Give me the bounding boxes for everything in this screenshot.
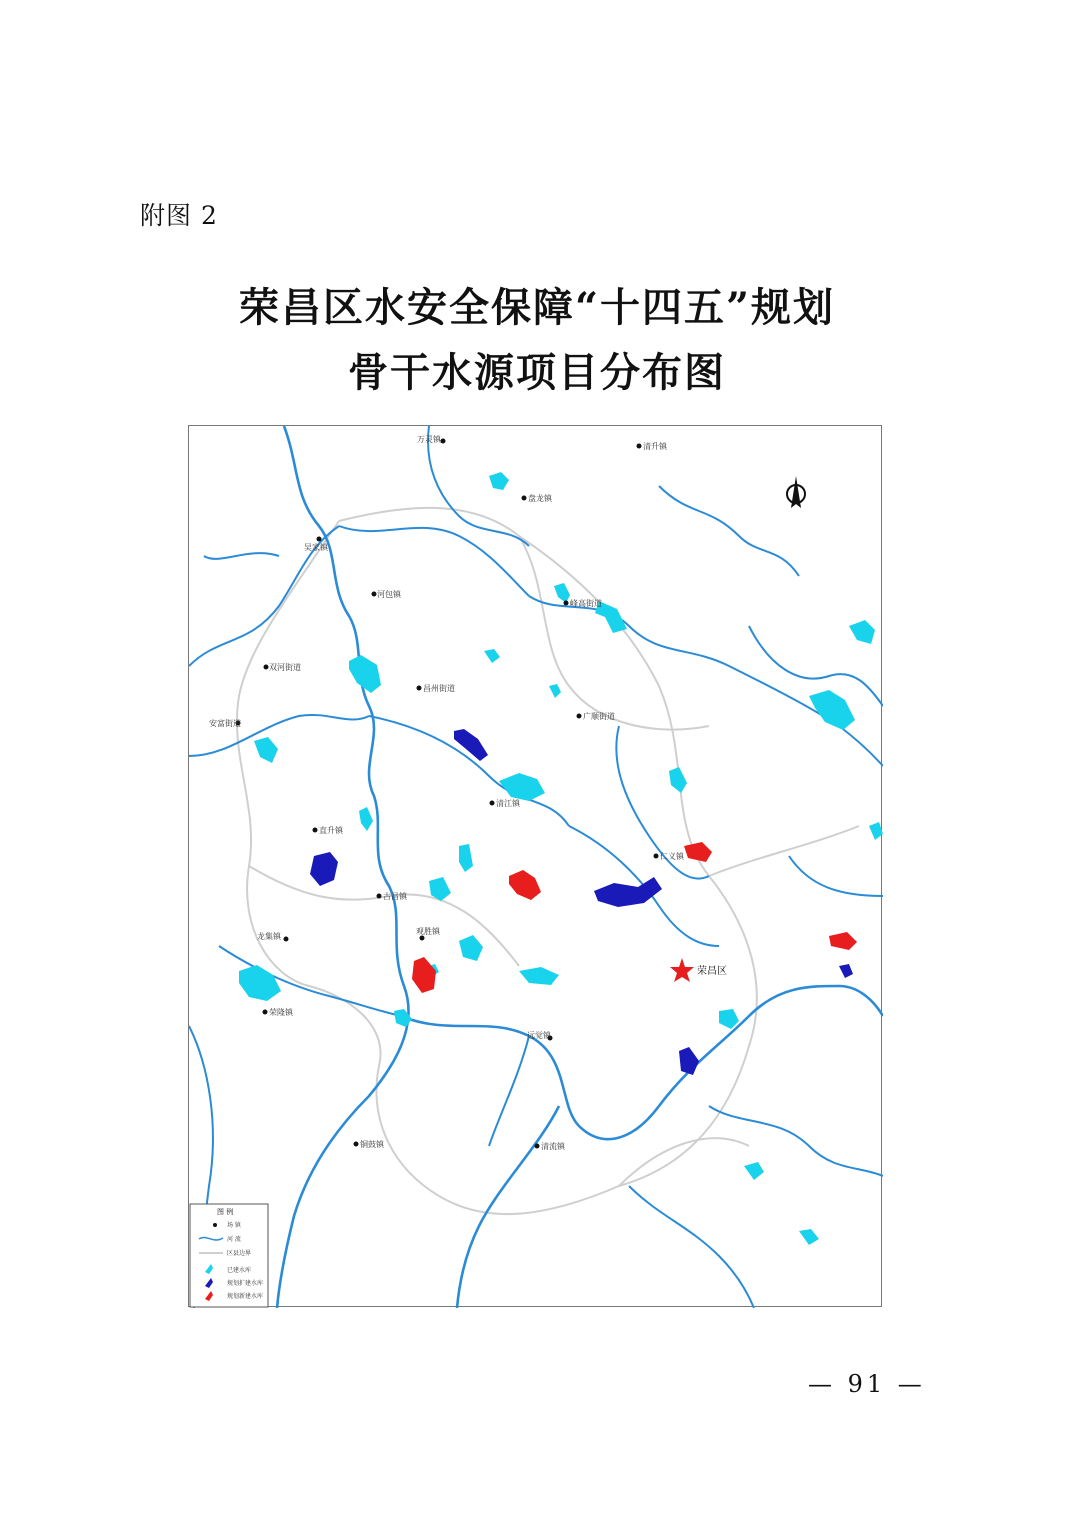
reservoir-distribution-map (188, 425, 882, 1307)
new-reservoirs (412, 842, 857, 993)
town-dot (564, 601, 569, 606)
district-label: 荣昌区 (697, 966, 727, 977)
town-label: 安富街道 (209, 719, 241, 728)
town-dot (354, 1142, 359, 1147)
appendix-label: 附图 2 (140, 201, 218, 230)
town-label: 峰高街道 (570, 599, 602, 608)
town-label: 仁义镇 (660, 852, 684, 861)
town-dot (264, 665, 269, 670)
town-label: 古昌镇 (383, 892, 407, 901)
map-legend (190, 1204, 268, 1307)
town-dot (377, 894, 382, 899)
district-star-icon (670, 958, 694, 982)
town-dot (372, 592, 377, 597)
town-dot (490, 801, 495, 806)
legend-item: 规划扩建水库 (227, 1280, 264, 1287)
town-dot (654, 854, 659, 859)
town-dot (535, 1144, 540, 1149)
town-label: 盘龙镇 (528, 494, 552, 503)
town-label: 双河街道 (269, 663, 301, 672)
town-dot (637, 444, 642, 449)
town-label: 远觉镇 (527, 1031, 551, 1040)
town-dot (441, 439, 446, 444)
town-dot (522, 496, 527, 501)
page-number: — 91 — (808, 1370, 926, 1398)
legend-item: 场 镇 (227, 1222, 241, 1229)
town-dot (317, 537, 322, 542)
town-label: 吴家镇 (304, 543, 328, 552)
legend-title: 图 例 (217, 1208, 234, 1216)
town-dot (420, 936, 425, 941)
legend-item: 区县边界 (227, 1250, 252, 1257)
town-label: 铜鼓镇 (360, 1140, 384, 1149)
town-label: 昌州街道 (423, 684, 455, 693)
expansion-reservoirs (310, 729, 853, 1075)
town-label: 广顺街道 (583, 712, 615, 721)
town-label: 万灵镇 (417, 435, 441, 444)
town-label: 荣隆镇 (269, 1008, 293, 1017)
town-label: 清江镇 (496, 799, 520, 808)
town-dot (577, 714, 582, 719)
legend-item: 已建水库 (227, 1267, 252, 1274)
town-label: 直升镇 (319, 826, 343, 835)
north-arrow-icon (787, 476, 805, 508)
page-title: 荣昌区水安全保障“十四五”规划 (238, 284, 835, 331)
page-subtitle: 骨干水源项目分布图 (348, 349, 726, 396)
town-label: 清流镇 (541, 1142, 565, 1151)
existing-reservoirs (239, 472, 883, 1245)
town-label: 观胜镇 (416, 927, 440, 936)
town-dot (284, 937, 289, 942)
town-dot (417, 686, 422, 691)
map-canvas (189, 426, 883, 1308)
legend-item: 河 流 (227, 1236, 241, 1243)
river-network (189, 426, 883, 1308)
legend-item: 规划新建水库 (227, 1293, 264, 1300)
town-dot (263, 1010, 268, 1015)
town-markers (236, 439, 659, 1149)
town-label: 清升镇 (643, 442, 667, 451)
town-label: 龙集镇 (257, 932, 281, 941)
town-dot (313, 828, 318, 833)
town-label: 河包镇 (377, 590, 401, 599)
